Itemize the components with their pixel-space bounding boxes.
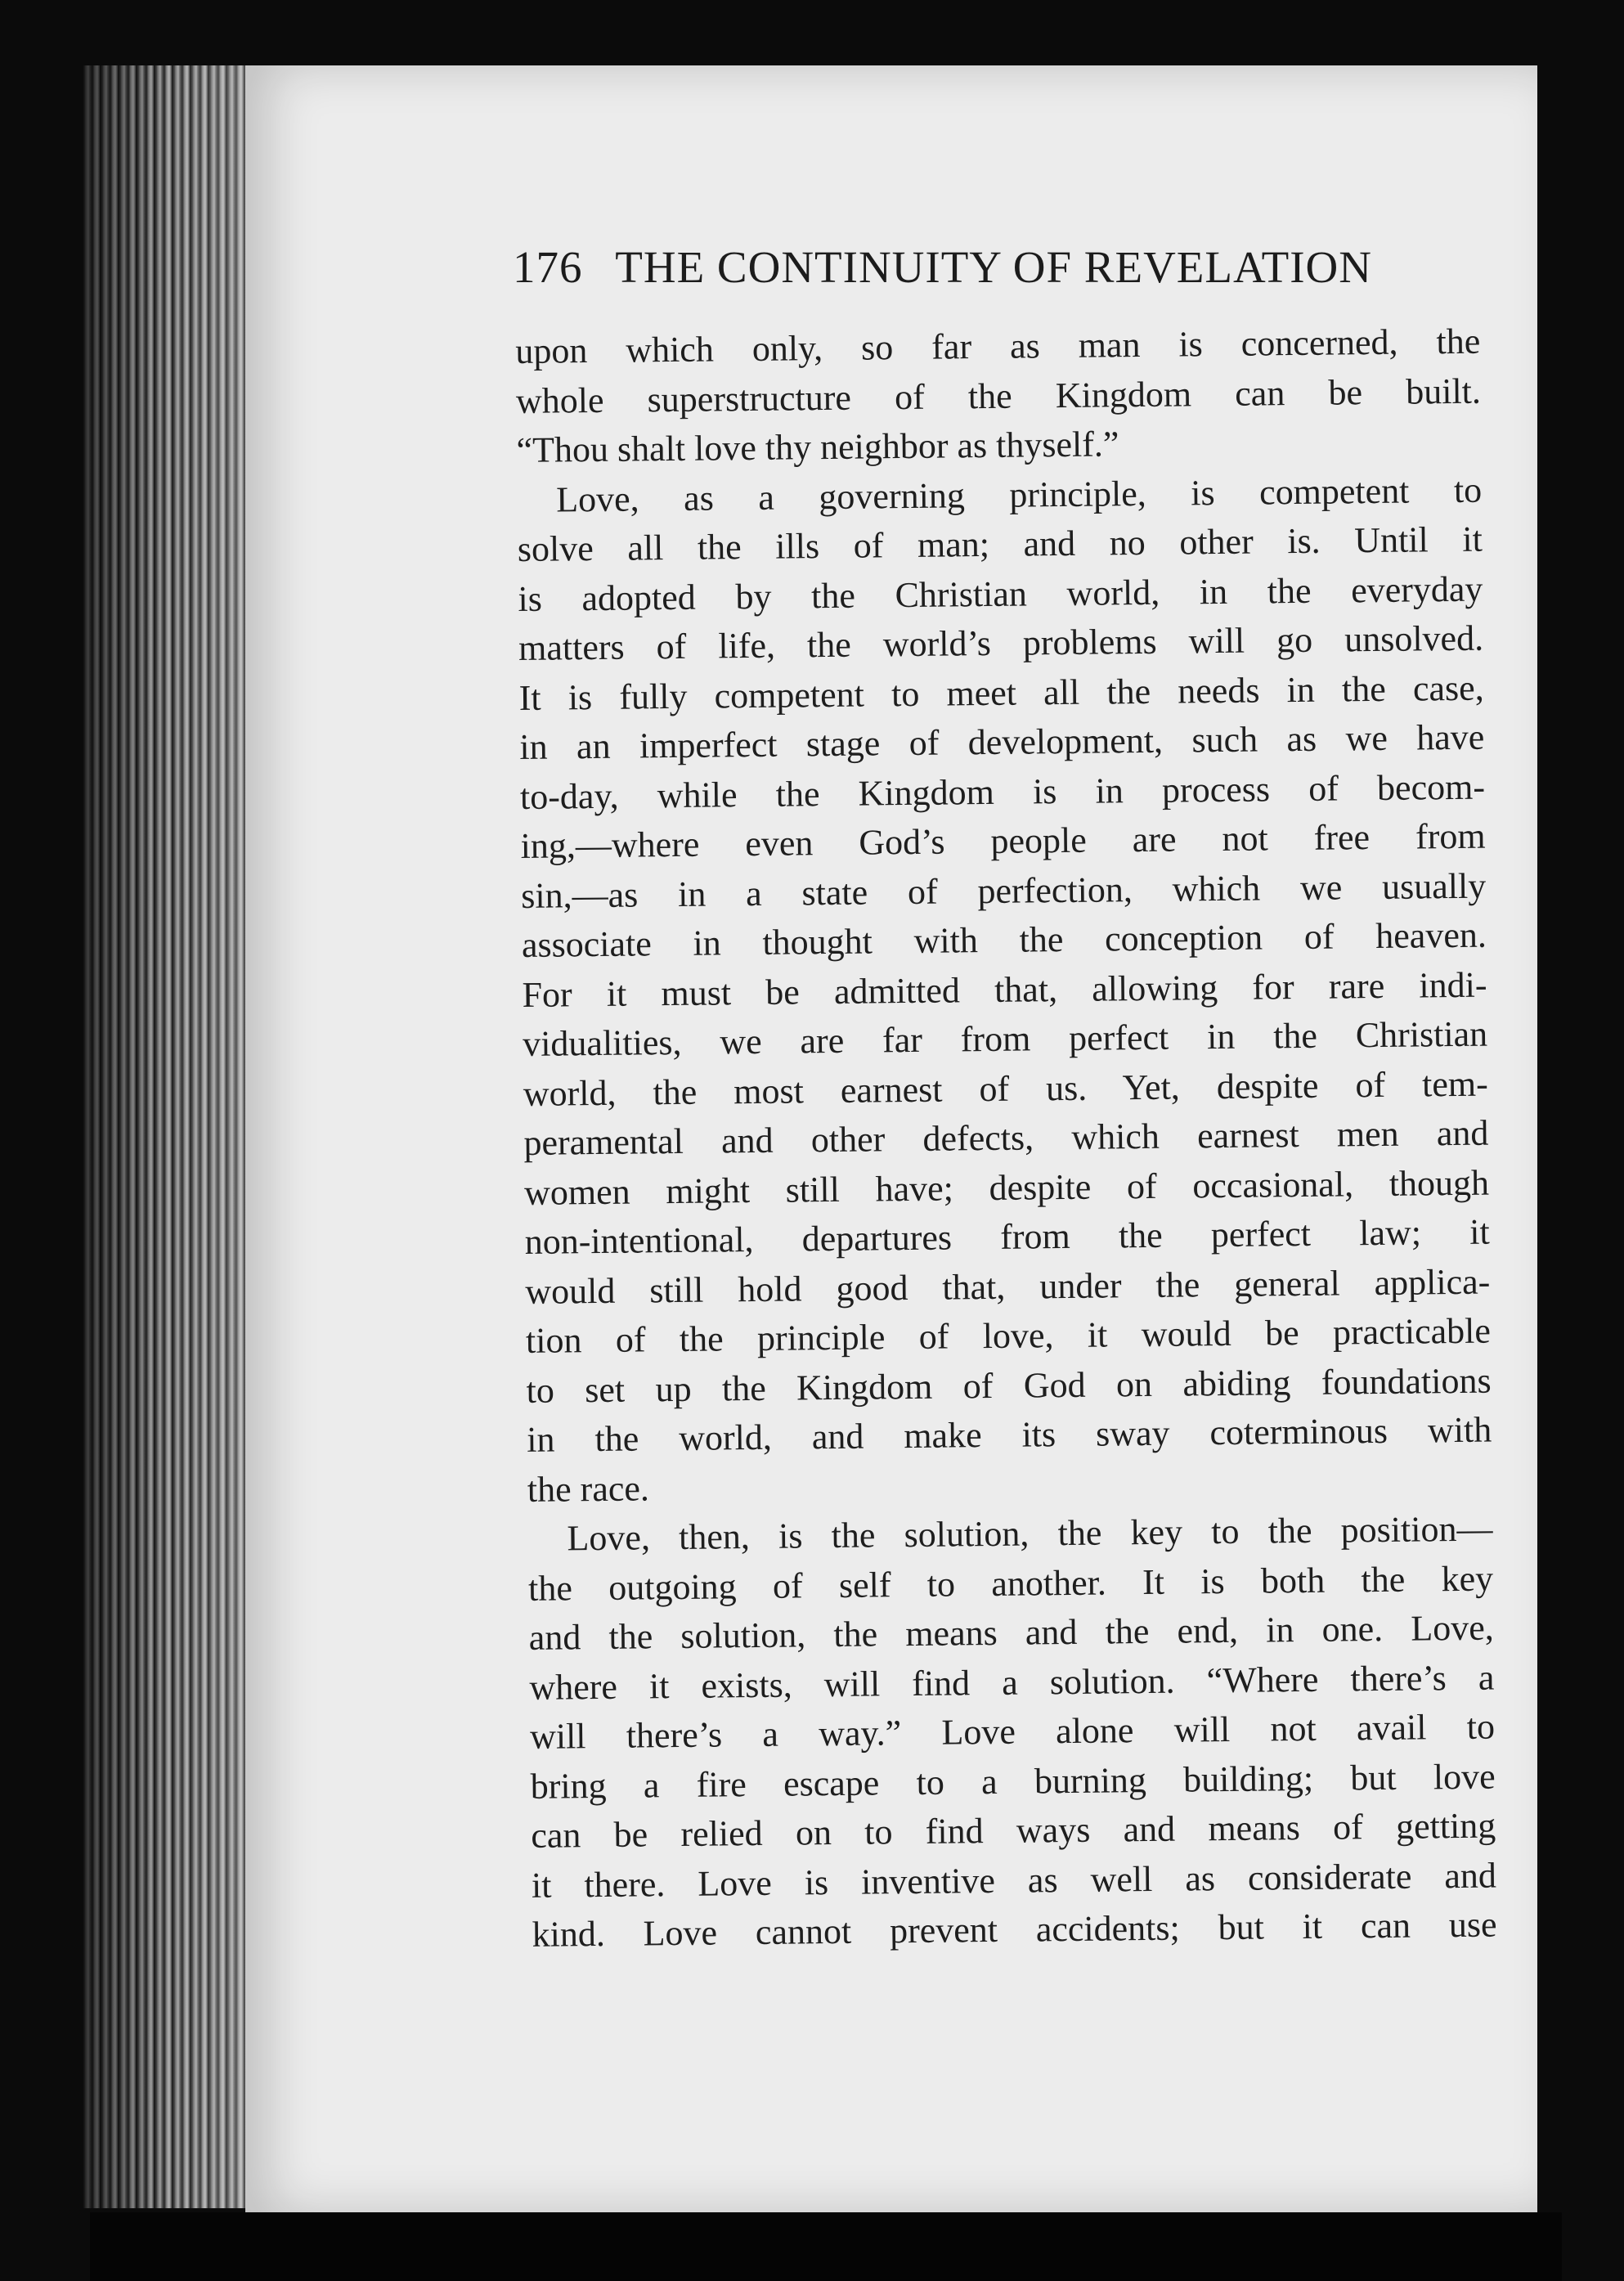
text-line: For it must be admitted that, allowing for rare indi- <box>522 964 1487 1015</box>
text-line: non-intentional, departures from the perfect law; it <box>524 1211 1490 1262</box>
text-line: the race. <box>527 1467 650 1510</box>
text-line: peramental and other defects, which earnest men and <box>523 1112 1489 1163</box>
text-line: solve all the ills of man; and no other is. Until it <box>517 519 1483 569</box>
text-line: vidualities, we are far from perfect in the Christian <box>522 1013 1488 1064</box>
running-header <box>513 241 1453 293</box>
bottom-shadow <box>90 2212 1562 2281</box>
paragraph-3 <box>527 1505 1497 1960</box>
text-line: bring a fire escape to a burning building; but love <box>530 1756 1496 1807</box>
text-line: kind. Love cannot prevent accidents; but it can use <box>532 1904 1497 1955</box>
text-line: would still hold good that, under the general applica- <box>525 1261 1491 1312</box>
text-line: where it exists, will find a solution. “Where there’s a <box>529 1657 1495 1708</box>
text-line: Love, as a governing principle, is competent to <box>555 469 1483 519</box>
text-line: in the world, and make its sway coterminous with <box>526 1409 1492 1460</box>
text-line: women might still have; despite of occasional, though <box>523 1162 1490 1213</box>
page-number: 176 <box>513 242 583 292</box>
text-line: Love, then, is the solution, the key to the position— <box>567 1508 1493 1559</box>
text-line: can be relied on to find ways and means of getting <box>531 1805 1496 1856</box>
text-line: it there. Love is inventive as well as considerate and <box>531 1855 1497 1906</box>
text-line: upon which only, so far as man is concerned, the <box>515 321 1481 371</box>
text-line: associate in thought with the conception of heaven. <box>521 914 1487 965</box>
text-line: tion of the principle of love, it would be practicable <box>525 1310 1492 1361</box>
text-line: It is fully competent to meet all the needs in the case, <box>518 667 1484 718</box>
text-line: to set up the Kingdom of God on abiding foundations <box>526 1360 1492 1411</box>
text-line: will there’s a way.” Love alone will not avail to <box>529 1706 1496 1757</box>
text-line: sin,—as in a state of perfection, which we usually <box>521 865 1487 916</box>
text-line: world, the most earnest of us. Yet, despite of tem- <box>523 1063 1489 1114</box>
paragraph-1 <box>515 317 1482 476</box>
body-text <box>515 317 1497 1960</box>
running-title: THE CONTINUITY OF REVELATION <box>615 242 1372 292</box>
text-line: in an imperfect stage of development, such as we have <box>519 716 1485 767</box>
text-line: and the solution, the means and the end, in one. Love, <box>528 1607 1494 1658</box>
text-line: is adopted by the Christian world, in the everyday <box>518 568 1483 619</box>
text-line: “Thou shalt love thy neighbor as thyself.” <box>516 424 1119 470</box>
text-line: the outgoing of self to another. It is both the key <box>527 1558 1494 1609</box>
text-line: whole superstructure of the Kingdom can be built. <box>515 370 1482 421</box>
text-line: to-day, while the Kingdom is in process of becom- <box>519 766 1486 817</box>
paragraph-2 <box>517 465 1492 1515</box>
text-line: matters of life, the world’s problems will go unsolved. <box>518 617 1484 668</box>
text-line: ing,—where even God’s people are not free from <box>520 815 1486 866</box>
book-page-edges <box>82 65 270 2208</box>
